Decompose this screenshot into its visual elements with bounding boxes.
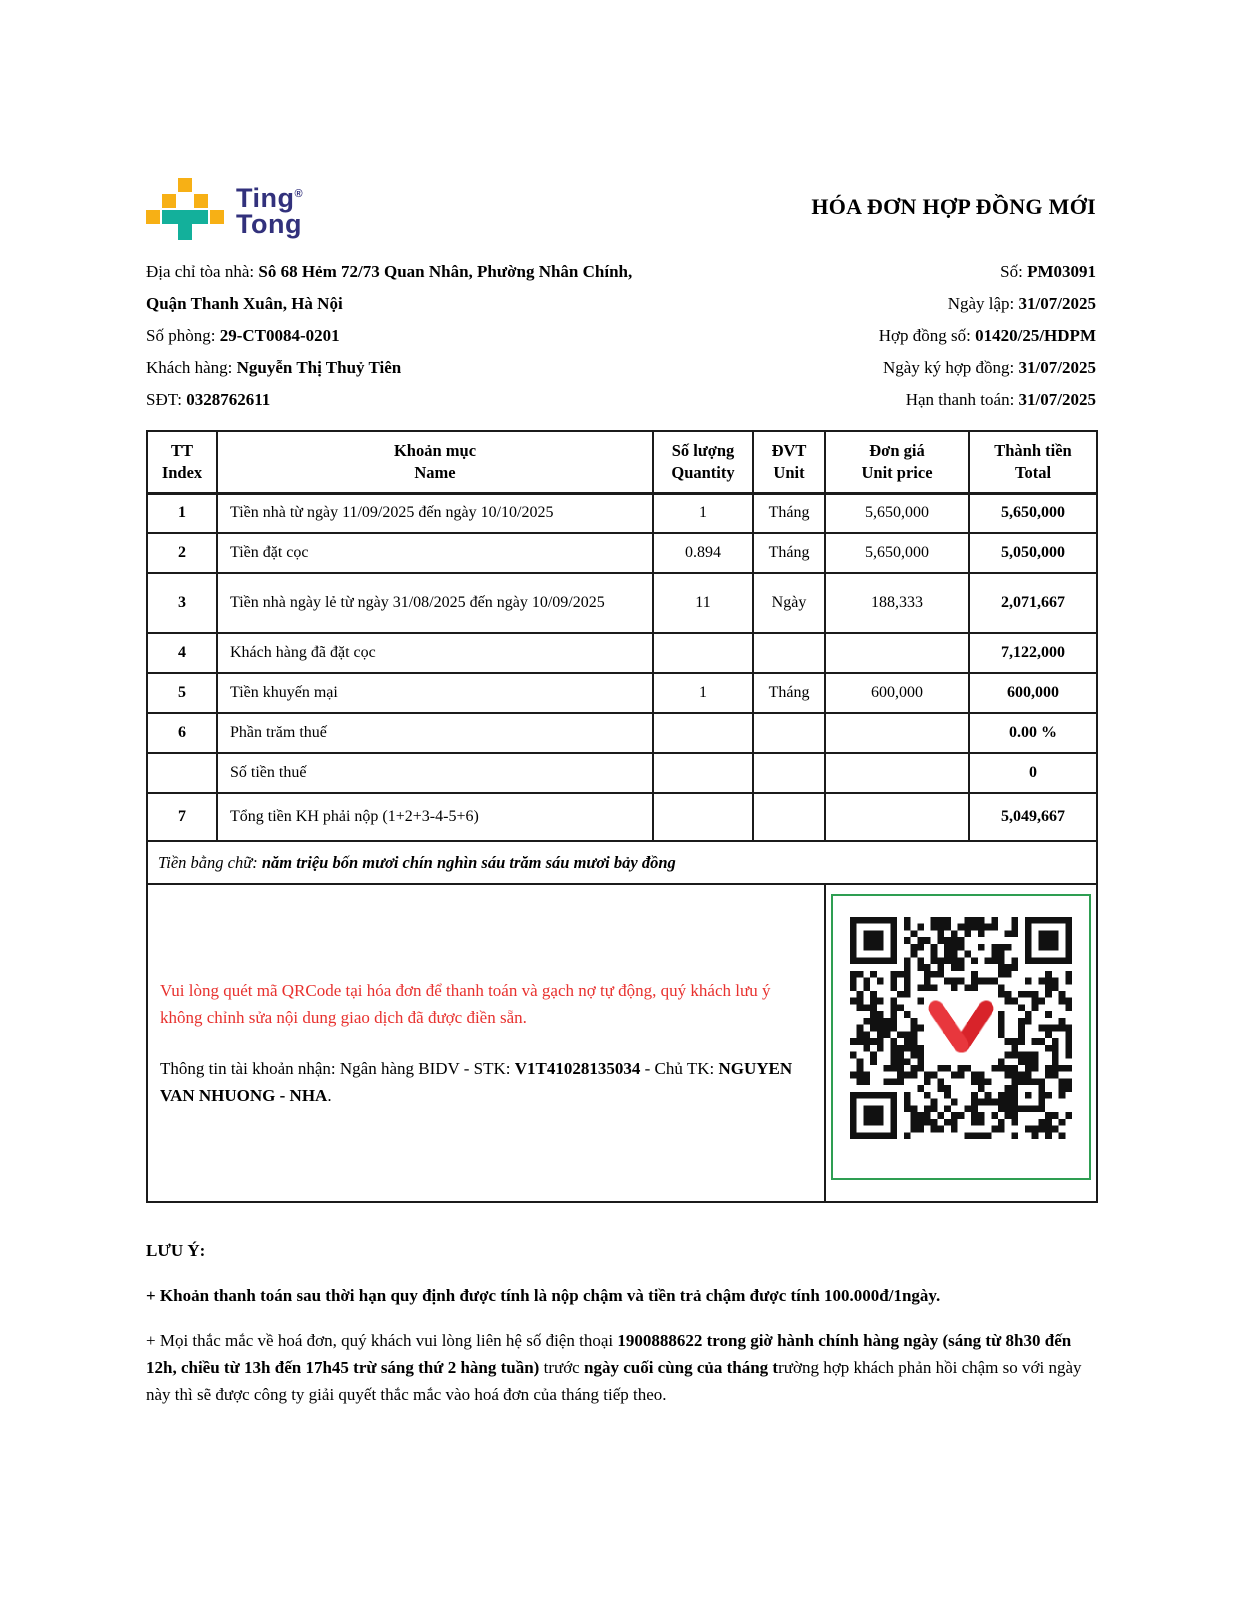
room-value: 29-CT0084-0201: [219, 326, 340, 345]
invoice-number: PM03091: [1027, 262, 1096, 281]
phone-value: 0328762611: [186, 390, 271, 409]
issue-date: 31/07/2025: [1018, 294, 1096, 313]
table-row: [147, 533, 1097, 573]
account-holder: NGUYEN VAN NHUONG - NHA: [160, 1059, 793, 1105]
invoice-meta: [879, 256, 1096, 416]
cell-total: 7,122,000: [969, 633, 1097, 673]
cell-unit: [753, 633, 825, 673]
cell-index: 3: [147, 573, 217, 633]
cell-qty: 11: [653, 573, 753, 633]
contract-number-line: Hợp đồng số: 01420/25/HDPM: [878, 326, 1096, 345]
cell-total: 5,049,667: [969, 793, 1097, 841]
cell-total: 0: [969, 753, 1097, 793]
sign-date: 31/07/2025: [1018, 358, 1096, 377]
customer-label: Khách hàng:: [146, 358, 237, 377]
customer-info: [146, 256, 646, 416]
qr-warning-text: Vui lòng quét mã QRCode tại hóa đơn để thanh toán và gạch nợ tự động, quý khách lưu ý không chỉnh sửa nội dung giao dịch đã được điền sẵn.: [160, 981, 771, 1027]
cell-name: Tiền nhà ngày lẻ từ ngày 31/08/2025 đến ngày 10/09/2025: [217, 573, 653, 633]
cell-index: 1: [147, 493, 217, 533]
cell-total: 5,650,000: [969, 493, 1097, 533]
notes-heading: LƯU Ý:: [146, 1241, 206, 1260]
table-row: [147, 753, 1097, 793]
col-header-name: Khoản mục Name: [217, 431, 653, 493]
cell-name: Tổng tiền KH phải nộp (1+2+3-4-5+6): [217, 793, 653, 841]
table-row: [147, 573, 1097, 633]
invoice-table: [146, 430, 1098, 1203]
cell-unit: [753, 753, 825, 793]
cell-price: [825, 753, 969, 793]
document-title: HÓA ĐƠN HỢP ĐỒNG MỚI: [811, 194, 1096, 219]
cell-total: 2,071,667: [969, 573, 1097, 633]
amount-in-words-value: năm triệu bốn mươi chín nghìn sáu trăm sáu mươi bảy đồng: [261, 852, 676, 872]
due-date-line: Hạn thanh toán: 31/07/2025: [905, 390, 1096, 409]
cell-price: 188,333: [825, 573, 969, 633]
cell-index: 2: [147, 533, 217, 573]
col-header-index: TT Index: [147, 431, 217, 493]
address-value: Sô 68 Hẻm 72/73 Quan Nhân, Phường Nhân Chính, Quận Thanh Xuân, Hà Nội: [146, 262, 633, 313]
col-header-unit: ĐVT Unit: [753, 431, 825, 493]
table-row: [147, 673, 1097, 713]
cell-qty: 0.894: [653, 533, 753, 573]
table-row: [147, 633, 1097, 673]
cell-name: Tiền đặt cọc: [217, 533, 653, 573]
cell-price: 600,000: [825, 673, 969, 713]
room-label: Số phòng:: [146, 326, 220, 345]
sign-date-line: Ngày ký hợp đồng: 31/07/2025: [883, 358, 1096, 377]
cell-name: Tiền nhà từ ngày 11/09/2025 đến ngày 10/10/2025: [217, 493, 653, 533]
logo-line1: Ting: [236, 183, 295, 213]
contract-number: 01420/25/HDPM: [975, 326, 1096, 345]
cell-index: 5: [147, 673, 217, 713]
payment-row: [147, 884, 1097, 1202]
cell-unit: Ngày: [753, 573, 825, 633]
customer-value: Nguyễn Thị Thuỷ Tiên: [236, 358, 402, 377]
logo-wordmark: [236, 181, 303, 237]
col-header-total: Thành tiền Total: [969, 431, 1097, 493]
customer-line: [146, 358, 401, 377]
late-payment-note: + Khoản thanh toán sau thời hạn quy định được tính là nộp chậm và tiền trả chậm được tính 100.000đ/1ngày.: [146, 1286, 941, 1305]
cell-name: Tiền khuyến mại: [217, 673, 653, 713]
cell-index: [147, 753, 217, 793]
issue-date-line: Ngày lập: 31/07/2025: [947, 294, 1096, 313]
cell-total: 5,050,000: [969, 533, 1097, 573]
due-date: 31/07/2025: [1018, 390, 1096, 409]
address-label: Địa chỉ tòa nhà:: [146, 262, 259, 281]
hotline-note: + Mọi thắc mắc về hoá đơn, quý khách vui lòng liên hệ số điện thoại 1900888622 trong giờ hành chính hàng ngày (sáng từ 8h30 đến 12h, chiều từ 13h đến 17h45 trừ sáng thứ 2 hàng tuần) trước ngày cuối cùng của tháng trường hợp khách phản hồi chậm so với ngày này thì sẽ được công ty giải quyết thắc mắc vào hoá đơn của tháng tiếp theo.: [146, 1331, 1082, 1404]
header: [146, 178, 1096, 240]
cell-index: 6: [147, 713, 217, 753]
logo-line2: Tong: [236, 209, 302, 239]
col-header-unit-price: Đơn giá Unit price: [825, 431, 969, 493]
cell-qty: 1: [653, 493, 753, 533]
invoice-number-line: Số: PM03091: [1000, 262, 1096, 281]
invoice-table-header: [147, 431, 1097, 493]
cell-name: Phần trăm thuế: [217, 713, 653, 753]
cell-qty: [653, 713, 753, 753]
phone-line: [146, 390, 270, 409]
cell-price: [825, 793, 969, 841]
notes-section: [146, 1237, 1096, 1408]
table-row: [147, 493, 1097, 533]
cell-price: 5,650,000: [825, 533, 969, 573]
building-address-line: [146, 262, 632, 313]
cell-qty: [653, 793, 753, 841]
room-line: [146, 326, 340, 345]
cell-unit: [753, 713, 825, 753]
cell-index: 7: [147, 793, 217, 841]
cell-total: 0.00 %: [969, 713, 1097, 753]
amount-in-words-row: [147, 841, 1097, 884]
table-row: [147, 793, 1097, 841]
cell-qty: 1: [653, 673, 753, 713]
phone-label: SĐT:: [146, 390, 187, 409]
invoice-table-footer: [147, 841, 1097, 1202]
cell-name: Số tiền thuế: [217, 753, 653, 793]
cell-unit: Tháng: [753, 673, 825, 713]
cell-total: 600,000: [969, 673, 1097, 713]
cell-unit: [753, 793, 825, 841]
cell-unit: Tháng: [753, 493, 825, 533]
cell-price: [825, 633, 969, 673]
table-row: [147, 713, 1097, 753]
cell-unit: Tháng: [753, 533, 825, 573]
invoice-info: [146, 256, 1096, 416]
amount-in-words-label: Tiền bằng chữ:: [158, 852, 262, 872]
cell-price: [825, 713, 969, 753]
cell-name: Khách hàng đã đặt cọc: [217, 633, 653, 673]
invoice-page: [146, 178, 1096, 1408]
account-number: V1T41028135034: [514, 1059, 641, 1078]
payment-qr-code: [850, 917, 1072, 1139]
registered-mark: ®: [294, 188, 304, 200]
cell-price: 5,650,000: [825, 493, 969, 533]
cell-qty: [653, 633, 753, 673]
col-header-quantity: Số lượng Quantity: [653, 431, 753, 493]
tingtong-pixel-arrow-icon: [146, 178, 224, 240]
qr-frame: [831, 894, 1091, 1180]
invoice-table-body: [147, 493, 1097, 841]
account-info-text: Thông tin tài khoản nhận: Ngân hàng BIDV - STK: V1T41028135034 - Chủ TK: NGUYEN VAN NHUONG - NHA.: [160, 1059, 793, 1105]
cell-qty: [653, 753, 753, 793]
payment-instructions-cell: [147, 884, 825, 1202]
qr-cell: [825, 884, 1097, 1202]
cell-index: 4: [147, 633, 217, 673]
tingtong-logo: [146, 178, 303, 240]
